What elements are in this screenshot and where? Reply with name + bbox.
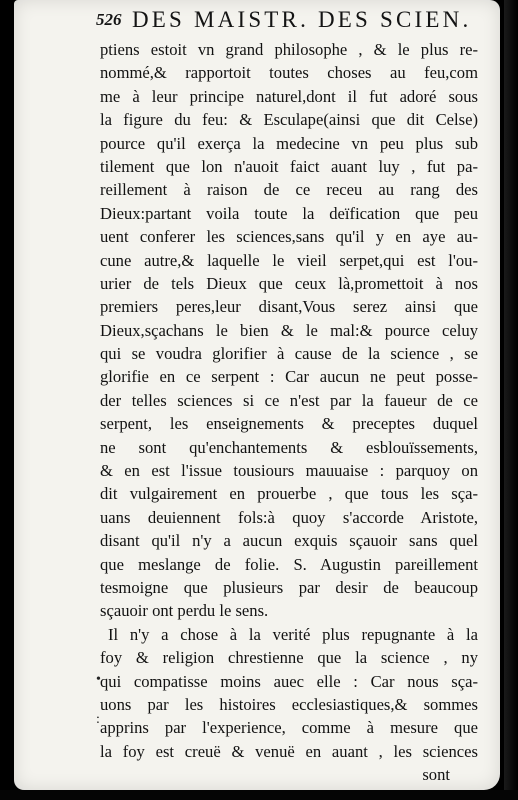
text-line: der telles sciences si ce n'est par la faueur de ce [100, 390, 478, 410]
text-line: glorifie en ce serpent : Car aucun ne peut posse- [100, 367, 478, 387]
text-line: la foy est creuë & venuë en auant , les sciences [100, 741, 478, 761]
text-line: ne sont qu'enchantements & esblouïssements, [100, 437, 478, 457]
scan-border-right [504, 0, 518, 800]
running-title: DES MAISTR. DES SCIEN. [132, 7, 472, 32]
text-line: Dieux:partant voila toute la deïfication que peu [100, 203, 478, 223]
text-line: la figure du feu: & Esculape(ainsi que dit Celse) [100, 110, 478, 130]
catchword: sont [422, 765, 450, 785]
margin-mark: • [96, 672, 101, 687]
text-line: foy & religion chrestienne que la science , ny [100, 648, 478, 668]
text-line: apprins par l'experience, comme à mesure que [100, 718, 478, 738]
text-line: pource qu'il exerça la medecine vn peu plus sub [100, 133, 478, 153]
text-line: qui compatisse moins auec elle : Car nous sça- [100, 671, 478, 691]
text-line: serpent, les enseignements & preceptes duquel [100, 414, 478, 434]
text-line: urier de tels Dieux que ceux là,promettoit à nos [100, 273, 478, 293]
scan-border-bottom [0, 790, 518, 800]
text-line: me à leur principe naturel,dont il fut adoré sous [100, 86, 478, 106]
text-line: nommé,& rapportoit toutes choses au feu,com [100, 63, 478, 83]
margin-mark: : [96, 712, 100, 727]
text-line: reillement à raison de ce receu au rang des [100, 180, 478, 200]
body-text [100, 38, 478, 787]
text-line: & en est l'issue tousiours mauuaise : parquoy on [100, 461, 478, 481]
text-line: uans deuiennent fols:à quoy s'accorde Aristote, [100, 507, 478, 527]
text-line: uent conferer les sciences,sans qu'il y en aye au- [100, 227, 478, 247]
page-header [96, 6, 476, 36]
text-line: sçauoir ont perdu le sens. [100, 601, 269, 621]
page-number: 526 [96, 10, 122, 29]
text-line: uons par les histoires ecclesiastiques,& sommes [100, 694, 478, 714]
text-line: que meslange de folie. S. Augustin pareillement [100, 554, 478, 574]
text-line: cune autre,& laquelle le vieil serpet,qui est l'ou- [100, 250, 478, 270]
text-line: premiers peres,leur disant,Vous serez ainsi que [100, 297, 478, 317]
text-line: tilement que lon n'auoit faict auant luy , fut pa- [100, 156, 478, 176]
paragraph-start-line: Il n'y a chose à la verité plus repugnante à la [108, 624, 478, 644]
text-line: disant qu'il n'y a aucun exquis sçauoir sans quel [100, 531, 478, 551]
text-line: tesmoigne que plusieurs par desir de beaucoup [100, 577, 478, 597]
text-line: dit vulgairement en prouerbe , que tous les sça- [100, 484, 478, 504]
text-line: qui se voudra glorifier à cause de la science , se [100, 344, 478, 364]
text-line: Dieux,sçachans le bien & le mal:& pource celuy [100, 320, 478, 340]
text-line: ptiens estoit vn grand philosophe , & le plus re- [100, 40, 478, 59]
